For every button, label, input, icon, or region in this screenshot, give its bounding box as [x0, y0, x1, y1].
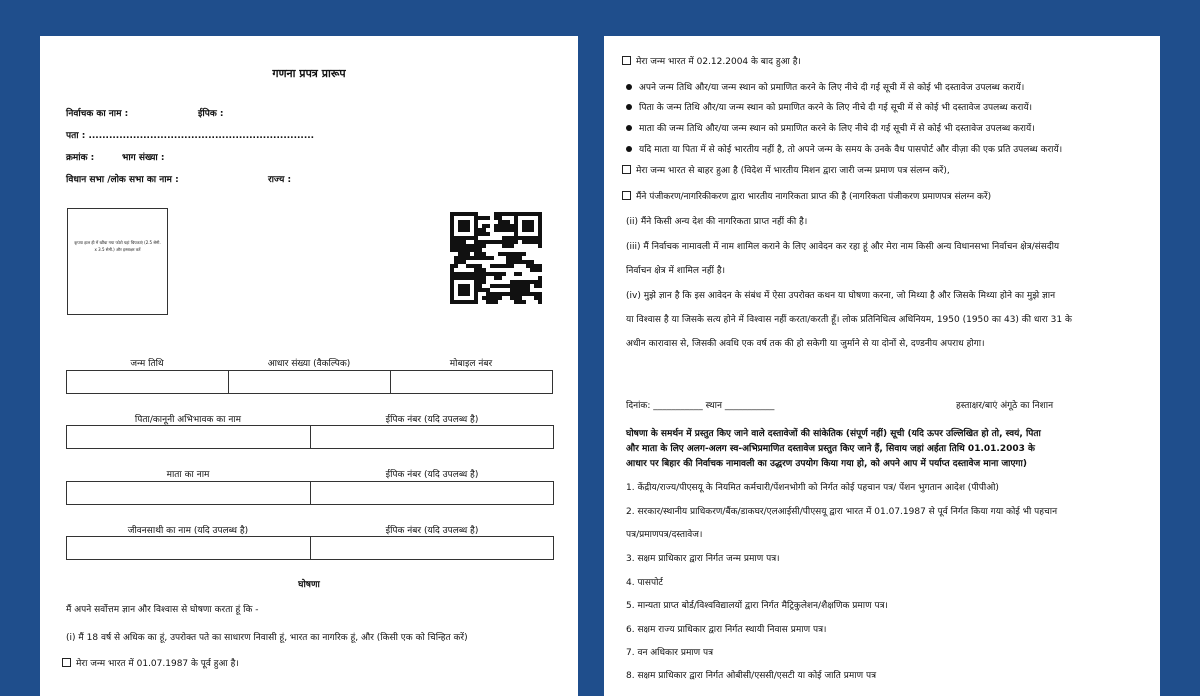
epic-label: ईपिक : — [198, 109, 224, 119]
born-after-2004-option[interactable] — [622, 54, 801, 67]
father-epic-label: ईपिक नंबर (यदि उपलब्ध है) — [385, 415, 479, 425]
signature-label: हस्ताक्षर/बाएं अंगूठे का निशान — [956, 401, 1054, 411]
declaration-intro: मैं अपने सर्वोत्तम ज्ञान और विश्वास से घोषणा करता हूं कि - — [66, 605, 259, 615]
bullet-text: अपने जन्म तिथि और/या जन्म स्थान को प्रमाणित करने के लिए नीचे दी गई सूची में से कोई भी दस्तावेज उपलब्ध करायें। — [639, 83, 1025, 93]
checkbox-icon[interactable] — [622, 165, 631, 174]
assembly-label: विधान सभा /लोक सभा का नाम : — [66, 175, 179, 185]
declaration-heading: घोषणा — [298, 580, 320, 590]
checkbox-icon[interactable] — [62, 658, 71, 667]
aadhaar-field[interactable] — [228, 370, 391, 394]
spouse-name-field[interactable] — [66, 536, 311, 560]
bullet-icon — [626, 146, 632, 152]
serial-label: क्रमांक : — [66, 153, 95, 163]
born-outside-text: मेरा जन्म भारत से बाहर हुआ है (विदेश में भारतीय मिशन द्वारा जारी जन्म प्रमाण पत्र संलग्न करें), — [636, 166, 950, 176]
citizenship-option[interactable] — [622, 189, 991, 202]
born-before-1987-text: मेरा जन्म भारत में 01.07.1987 के पूर्व हुआ है। — [76, 659, 239, 669]
born-after-2004-text: मेरा जन्म भारत में 02.12.2004 के बाद हुआ है। — [636, 57, 801, 67]
bullet-item — [626, 80, 1024, 93]
document-list-heading-line1: घोषणा के समर्थन में प्रस्तुत किए जाने वाले दस्तावेजों की सांकेतिक (संपूर्ण नहीं) सूची (यदि ऊपर उल्लिखित हो तो, स्वयं, पिता — [626, 429, 1041, 439]
address-label: पता : .................................................................. — [66, 131, 315, 141]
spouse-name-label: जीवनसाथी का नाम (यदि उपलब्ध है) — [127, 526, 249, 536]
born-before-1987-option[interactable] — [62, 656, 239, 669]
photo-instruction: कृपया हाल ही में खींचा गया फोटो यहां चिपकाएं (2.5 सेमी. x 3.5 सेमी.) और हस्ताक्षर करें — [74, 240, 161, 252]
bullet-text: माता की जन्म तिथि और/या जन्म स्थान को प्रमाणित करने के लिए नीचे दी गई सूची में से कोई भी दस्तावेज उपलब्ध करायें। — [639, 124, 1035, 134]
declaration-clause-iii-line1: (iii) मैं निर्वाचक नामावली में नाम शामिल कराने के लिए आवेदन कर रहा हूं और मेरा नाम किसी अन्य विधानसभा निर्वाचन क्षेत्र/संसदीय — [626, 242, 1060, 252]
state-label: राज्य : — [268, 175, 292, 185]
bullet-item — [626, 121, 1035, 134]
declaration-clause-iii-line2: निर्वाचन क्षेत्र में शामिल नहीं है। — [626, 266, 726, 276]
mother-name-field[interactable] — [66, 481, 311, 505]
declaration-clause-iv-line1: (iv) मुझे ज्ञान है कि इस आवेदन के संबंध में ऐसा उपरोक्त कथन या घोषणा करना, जो मिथ्या है और जिसके मिथ्या होने का मुझे ज्ञान — [626, 291, 1056, 301]
document-list-item: 4. पासपोर्ट — [626, 578, 663, 588]
father-epic-field[interactable] — [310, 425, 554, 449]
dob-label: जन्म तिथि — [130, 359, 164, 369]
document-list-item: 1. केंद्रीय/राज्य/पीएसयू के नियमित कर्मचारी/पेंशनभोगी को निर्गत कोई पहचान पत्र/ पेंशन भुगतान आदेश (पीपीओ) — [626, 483, 999, 493]
mobile-field[interactable] — [390, 370, 553, 394]
date-place-line: दिनांक: ___________ स्थान ___________ — [626, 401, 775, 411]
mobile-label: मोबाइल नंबर — [449, 359, 493, 369]
father-name-field[interactable] — [66, 425, 311, 449]
checkbox-icon[interactable] — [622, 56, 631, 65]
spouse-epic-label: ईपिक नंबर (यदि उपलब्ध है) — [385, 526, 479, 536]
dob-field[interactable] — [66, 370, 229, 394]
father-name-label: पिता/कानूनी अभिभावक का नाम — [134, 415, 242, 425]
bullet-item — [626, 142, 1062, 155]
bullet-text: पिता के जन्म तिथि और/या जन्म स्थान को प्रमाणित करने के लिए नीचे दी गई सूची में से कोई भी दस्तावेज उपलब्ध करायें। — [639, 103, 1033, 113]
bullet-icon — [626, 104, 632, 110]
document-list-item: पत्र/प्रमाणपत्र/दस्तावेज। — [626, 530, 703, 540]
bullet-icon — [626, 125, 632, 131]
document-list-item: 7. वन अधिकार प्रमाण पत्र — [626, 648, 714, 658]
declaration-clause-ii: (ii) मैंने किसी अन्य देश की नागरिकता प्राप्त नहीं की है। — [626, 217, 808, 227]
document-list-heading-line3: आधार पर बिहार की निर्वाचक नामावली का उद्धरण उपयोग किया गया हो, को अपने आप में पर्याप्त दस्तावेज माना जाएगा) — [626, 459, 1027, 469]
document-list-heading-line2: और माता के लिए अलग-अलग स्व-अभिप्रमाणित दस्तावेज प्रस्तुत किए जाने हैं, सिवाय जहां अर्हता तिथि 01.01.2003 के — [626, 444, 1035, 454]
document-list-item: 3. सक्षम प्राधिकार द्वारा निर्गत जन्म प्रमाण पत्र। — [626, 554, 780, 564]
checkbox-icon[interactable] — [622, 191, 631, 200]
bullet-item — [626, 100, 1032, 113]
spouse-epic-field[interactable] — [310, 536, 554, 560]
part-number-label: भाग संख्या : — [122, 153, 165, 163]
mother-epic-label: ईपिक नंबर (यदि उपलब्ध है) — [385, 470, 479, 480]
born-outside-option[interactable] — [622, 163, 950, 176]
document-list-item: 2. सरकार/स्थानीय प्राधिकरण/बैंक/डाकघर/एलआईसी/पीएसयू द्वारा भारत में 01.07.1987 से पूर्व निर्गत किया गया कोई भी पहचान — [626, 507, 1058, 517]
form-title: गणना प्रपत्र प्रारूप — [272, 67, 346, 80]
bullet-icon — [626, 84, 632, 90]
voter-name-label: निर्वाचक का नाम : — [66, 109, 129, 119]
aadhaar-label: आधार संख्या (वैकल्पिक) — [267, 359, 351, 369]
declaration-clause-iv-line3: अधीन कारावास से, जिसकी अवधि एक वर्ष तक की हो सकेगी या जुर्माने से या दोनों से, दण्डनीय अपराध होगा। — [626, 339, 985, 349]
document-list-item: 8. सक्षम प्राधिकार द्वारा निर्गत ओबीसी/एससी/एसटी या कोई जाति प्रमाण पत्र — [626, 671, 877, 681]
form-page-right — [604, 36, 1160, 696]
mother-epic-field[interactable] — [310, 481, 554, 505]
declaration-clause-i: (i) मैं 18 वर्ष से अधिक का हूं, उपरोक्त पते का साधारण निवासी हूं, भारत का नागरिक हूं, और (किसी एक को चिन्हित करें) — [66, 633, 468, 643]
mother-name-label: माता का नाम — [166, 470, 210, 480]
bullet-text: यदि माता या पिता में से कोई भारतीय नहीं है, तो अपने जन्म के समय के उनके वैध पासपोर्ट और वीज़ा की एक प्रति उपलब्ध करायें। — [639, 145, 1063, 155]
form-page-left — [40, 36, 578, 696]
citizenship-text: मैंने पंजीकरण/नागरिकीकरण द्वारा भारतीय नागरिकता प्राप्त की है (नागरिकता पंजीकरण प्रमाणपत्र संलग्न करें) — [636, 192, 992, 202]
document-list-item: 6. सक्षम राज्य प्राधिकार द्वारा निर्गत स्थायी निवास प्रमाण पत्र। — [626, 625, 827, 635]
declaration-clause-iv-line2: या विश्वास है या जिसके सत्य होने में विश्वास नहीं करता/करती हूँ। लोक प्रतिनिधित्व अधिनियम, 1950 (1950 का 43) की धारा 31 के — [626, 315, 1072, 325]
document-list-item: 5. मान्यता प्राप्त बोर्ड/विश्वविद्यालयों द्वारा निर्गत मैट्रिकुलेशन/शैक्षणिक प्रमाण पत्र। — [626, 601, 888, 611]
photo-box — [67, 208, 168, 315]
qr-code — [450, 212, 542, 304]
